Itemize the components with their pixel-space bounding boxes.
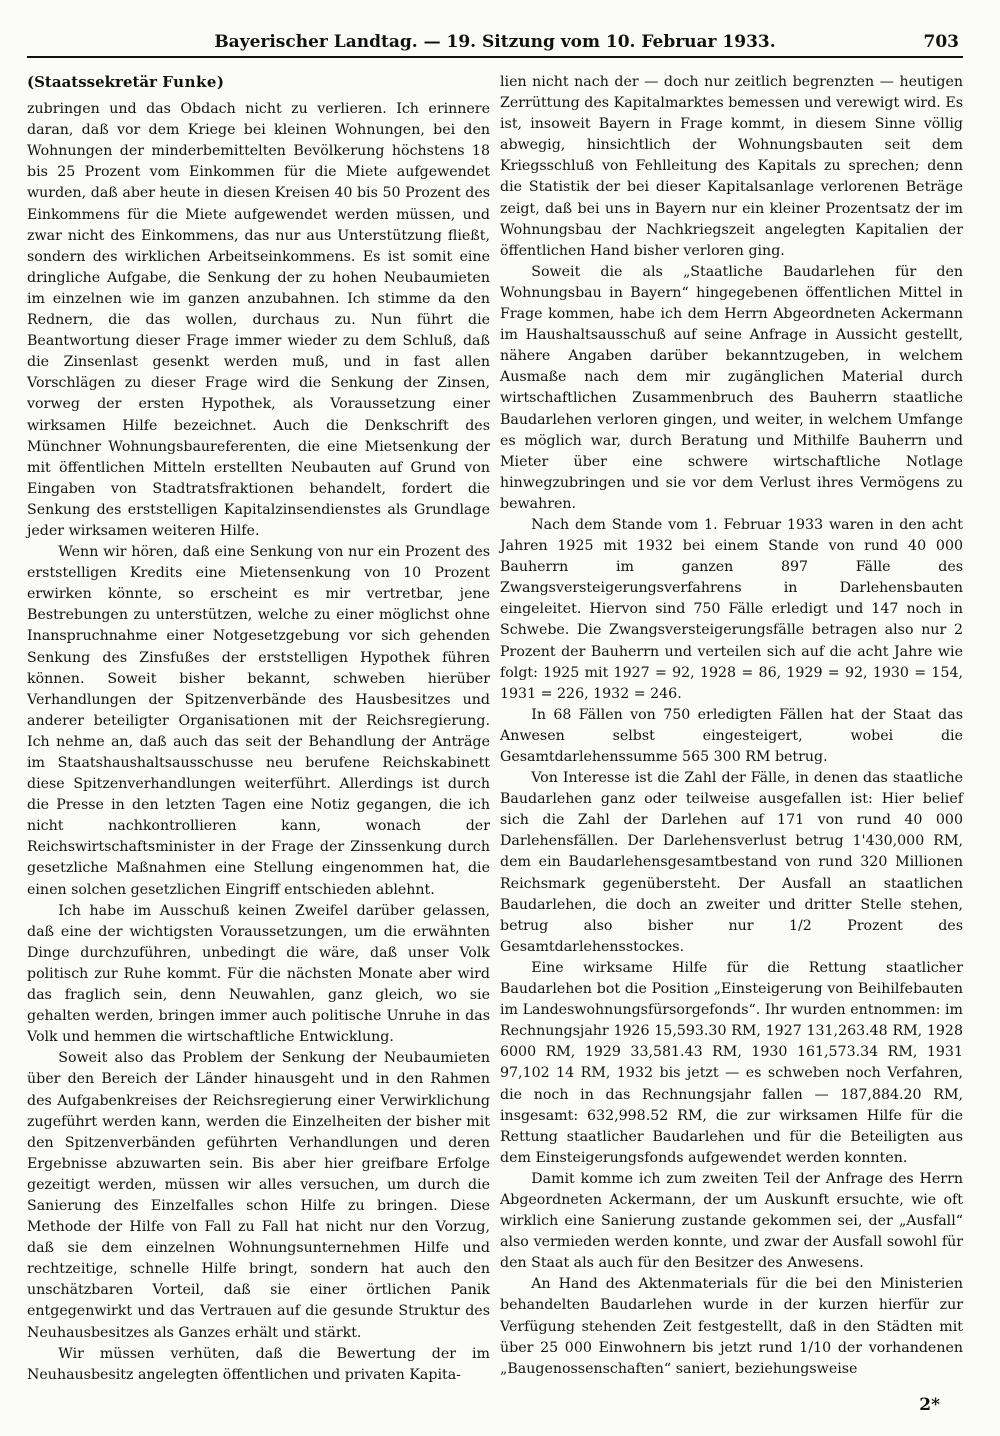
paragraph: An Hand des Aktenmaterials für die bei den Ministerien behandelten Baudarlehen wurde in der kurzen hierfür zur Verfügung stehenden Zeit festgestellt, daß in den Städten mit über 25 000 Einwohnern bis jetzt rund 1/10 der vorhandenen „Baugenossenschaften“ saniert, beziehungsweise [500, 1276, 963, 1377]
speaker-name: Funke [162, 73, 217, 91]
paragraph: Eine wirksame Hilfe für die Rettung staatlicher Baudarlehen bot die Position „Einsteigerung von Beihilfebauten im Landeswohnungsfürsorgefonds“. Ihr wurden entnommen: im Rechnungsjahr 1926 15,593.30 RM, 1927 131,263.48 RM, 1928 6000 RM, 1929 33,581.43 RM, 1930 161,573.34 RM, 1931 97,102 14 RM, 1932 bis jetzt — es schweben noch Verfahren, die noch in das Rechnungsjahr fallen — 187,884.20 RM, insgesamt: 632,998.52 RM, die zur wirksamen Hilfe für die Rettung staatlicher Baudarlehen und für die Beteiligten aus dem Einsteigerungsfonds aufgewendet werden konnten. [500, 959, 963, 1166]
speaker-close: ) [216, 73, 225, 91]
page-header [27, 30, 963, 58]
speaker-open: (Staatssekretär [27, 73, 163, 91]
paragraph: Soweit also das Problem der Senkung der Neubaumieten über den Bereich der Länder hinausgeht und in den Rahmen des Aufgabenkreises der Reichsregierung einer Verwirklichung zugeführt werden kann, werden die Einzelheiten der bisher mit den Spitzenverbänden geführten Verhandlungen und deren Ergebnisse abzuwarten sein. Bis aber hier greifbare Erfolge gezeitigt werden, müssen wir alles versuchen, um durch die Sanierung des Einzelfalles schon Hilfe zu bringen. Diese Methode der Hilfe von Fall zu Fall hat nicht nur den Vorzug, daß sie dem einzelnen Wohnungsunternehmen Hilfe und rechtzeitige, schnelle Hilfe bringt, sondern hat auch den unschätzbaren Vorteil, daß sie einer örtlichen Panik entgegenwirkt und das Vertrauen auf die gesunde Struktur des Neuhausbesitzes als Ganzes erhält und stärkt. [27, 1050, 490, 1341]
paragraph: Wir müssen verhüten, daß die Bewertung der im Neuhausbesitz angelegten öffentlichen und privaten Kapita- [27, 1345, 490, 1383]
speaker-line [27, 72, 490, 93]
paragraph: Damit komme ich zum zweiten Teil der Anfrage des Herrn Abgeordneten Ackermann, der um Auskunft ersuchte, wie oft wirklich eine Sanierung zustande gekommen sei, der „Ausfall“ also vermieden werden konnte, und zwar der Ausfall sowohl für den Staat als auch für den Besitzer des Anwesens. [500, 1170, 963, 1272]
paragraph: zubringen und das Obdach nicht zu verlieren. Ich erinnere daran, daß vor dem Kriege bei kleinen Wohnungen, bei den Wohnungen der minderbemittelten Bevölkerung höchstens 18 bis 25 Prozent vom Einkommen für die Miete aufgewendet wurden, daß aber heute in diesen Kreisen 40 bis 50 Prozent des Einkommens für die Miete aufgewendet werden müssen, und zwar nicht des Einkommens, das nur aus Unterstützung fließt, sondern des wirklichen Arbeitseinkommens. Es ist somit eine dringliche Aufgabe, die Senkung der zu hohen Neubaumieten im einzelnen wie im ganzen anzubahnen. Ich stimme da den Rednern, die das wollen, durchaus zu. Nun führt die Beantwortung dieser Frage immer wieder zu dem Schluß, daß die Zinsenlast gesenkt werden muß, und in fast allen Vorschlägen zu dieser Frage wird die Senkung der Zinsen, vorweg der ersten Hypothek, als Voraussetzung einer wirksamen Hilfe bezeichnet. Auch die Denkschrift des Münchner Wohnungsbaureferenten, die eine Mietsenkung der mit öffentlichen Mitteln erstellten Neubauten auf Grund von Eingaben von Stadtratsfraktionen behandelt, fordert die Senkung des erststelligen Kapitalzinsendienstes als Grundlage jeder wirksamen weiteren Hilfe. [27, 101, 490, 539]
right-column [500, 72, 963, 1380]
signature-mark: 2* [919, 1395, 940, 1415]
paragraph: Von Interesse ist die Zahl der Fälle, in denen das staatliche Baudarlehen ganz oder teilweise ausgefallen ist: Hier belief sich die Zahl der Darlehen auf 171 von rund 40 000 Darlehensfällen. Der Darlehensverlust betrug 1'430,000 RM, dem ein Baudarlehensgesamtbestand von rund 320 Millionen Reichsmark gegenübersteht. Der Ausfall an staatlichen Baudarlehen, die doch an zweiter und dritter Stelle stehen, betrug also bisher nur 1/2 Prozent des Gesamtdarlehensstockes. [500, 770, 963, 955]
paragraph: Wenn wir hören, daß eine Senkung von nur ein Prozent des erststelligen Kredits eine Mietensenkung von 10 Prozent erwirken könnte, so erscheint es mir vertretbar, jene Bestrebungen zu unterstützen, welche zu einer möglichst ohne Inanspruchnahme einer Notgesetzgebung vor sich gehenden Senkung des Zinsfußes der erststelligen Hypothek führen können. Soweit bisher bekannt, schweben hierüber Verhandlungen der Spitzenverbände des Hausbesitzes und anderer beteiligter Organisationen mit der Reichsregierung. Ich nehme an, daß auch das seit der Behandlung der Anträge im Staatshaushaltsausschusse neu berufene Reichskabinett diese Spitzenverhandlungen weiterführt. Allerdings ist durch die Presse in den letzten Tagen eine Notiz gegangen, die ich nicht nachkontrollieren kann, wonach der Reichswirtschaftsminister in der Frage der Zinssenkung durch gesetzliche Maßnahmen eine Stellung eingenommen hat, die einen solchen gesetzlichen Eingriff entschieden ablehnt. [27, 544, 490, 898]
running-title: Bayerischer Landtag. — 19. Sitzung vom 10. Februar 1933. [214, 32, 776, 52]
paragraph: Ich habe im Ausschuß keinen Zweifel darüber gelassen, daß eine der wichtigsten Voraussetzungen, um die erwähnten Dinge durchzuführen, unbedingt die wäre, daß unser Volk politisch zur Ruhe kommt. Für die nächsten Monate aber wird das fraglich sein, denn Neuwahlen, ganz gleich, wo sie gehalten werden, bringen immer auch politische Unruhe in das Volk und hemmen die wirtschaftliche Entwicklung. [27, 902, 490, 1046]
paragraph: In 68 Fällen von 750 erledigten Fällen hat der Staat das Anwesen selbst eingesteigert, wobei die Gesamtdarlehenssumme 565 300 RM betrug. [500, 706, 963, 765]
left-column [27, 72, 490, 1386]
paragraph: Nach dem Stande vom 1. Februar 1933 waren in den acht Jahren 1925 mit 1932 bei einem Stande von rund 40 000 Bauherrn im ganzen 897 Fälle des Zwangsversteigerungsverfahrens in Darlehensbauten eingeleitet. Hiervon sind 750 Fälle erledigt und 147 noch in Schwebe. Die Zwangsversteigerungsfälle betragen also nur 2 Prozent der Bauherrn und verteilen sich auf die acht Jahre wie folgt: 1925 mit 1927 = 92, 1928 = 86, 1929 = 92, 1930 = 154, 1931 = 226, 1932 = 246. [500, 516, 963, 702]
paragraph: Soweit die als „Staatliche Baudarlehen für den Wohnungsbau in Bayern“ hingegebenen öffentlichen Mittel in Frage kommen, habe ich dem Herrn Abgeordneten Ackermann im Haushaltsausschuß auf seine Anfrage in Aussicht gestellt, nähere Angaben darüber bekanntzugeben, in welchem Ausmaße nach dem mir zugänglichen Material durch wirtschaftlichen Zusammenbruch des Bauherrn staatliche Baudarlehen verloren gingen, und weiter, in welchem Umfange es möglich war, durch Beratung und Mithilfe Bauherrn und Mieter über eine schwere wirtschaftliche Notlage hinwegzubringen und sie vor dem Verlust ihres Vermögens zu bewahren. [500, 263, 963, 512]
paragraph: lien nicht nach der — doch nur zeitlich begrenzten — heutigen Zerrüttung des Kapitalmarktes bemessen und verewigt wird. Es ist, insoweit Bayern in Frage kommt, in diesem Sinne völlig abwegig, hinsichtlich der Wohnungsbauten seit dem Kriegsschluß von Fehlleitung des Kapitals zu sprechen; denn die Statistik der bei dieser Kapitalsanlage verlorenen Beträge zeigt, daß bei uns in Bayern nur ein kleiner Prozentsatz der im Wohnungsbau der Nachkriegszeit angelegten Kapitalien der öffentlichen Hand bisher verloren ging. [500, 74, 963, 259]
page-number: 703 [923, 32, 959, 52]
